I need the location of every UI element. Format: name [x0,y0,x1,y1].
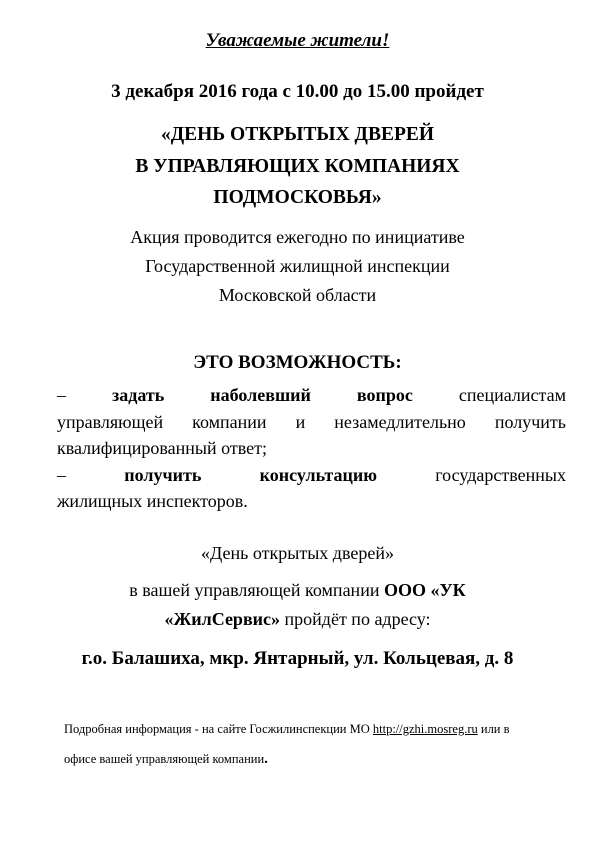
event-title-line-1: «ДЕНЬ ОТКРЫТЫХ ДВЕРЕЙ [160,124,435,145]
bullet-2-line-1 [57,465,566,486]
event-address: г.о. Балашиха, мкр. Янтарный, ул. Кольцевая, д. 8 [81,648,514,669]
footer-line-2-end: . [264,751,268,767]
greeting-heading: Уважаемые жители! [205,30,390,51]
bullet-1-line-1 [57,385,566,406]
footer-line-2 [64,751,268,768]
opportunity-title: ЭТО ВОЗМОЖНОСТЬ: [193,352,402,373]
company-suffix: пройдёт по адресу: [280,609,431,629]
intro-line-3: Московской области [218,285,377,305]
company-line-2 [0,609,595,630]
bullet-2-dash: – [57,465,66,485]
event-title-line-3: ПОДМОСКОВЬЯ» [213,187,382,208]
bullet-1-line-2: управляющей компании и незамедлительно получить [57,412,566,432]
bullet-2-bold-word-2: консультацию [259,465,377,485]
intro-line-1: Акция проводится ежегодно по инициативе [130,227,465,247]
bullet-2-line-2: жилищных инспекторов. [57,491,248,511]
bullet-2-rest: государственных [435,465,566,485]
event-title-line-2: В УПРАВЛЯЮЩИХ КОМПАНИЯХ [135,156,460,177]
event-date-line: 3 декабря 2016 года с 10.00 до 15.00 пройдет [111,81,484,102]
bullet-2-bold-word-1: получить [124,465,202,485]
company-name-part-2: «ЖилСервис» [164,609,281,629]
open-door-quote: «День открытых дверей» [201,543,394,563]
company-line-1 [0,580,595,601]
company-prefix: в вашей управляющей компании [129,580,384,600]
bullet-1-bold-word-2: наболевший [210,385,311,405]
footer-text-before: Подробная информация - на сайте Госжилинспекции МО [64,722,373,736]
company-name-part-1: ООО «УК [383,580,466,600]
footer-line-1 [64,722,510,737]
intro-line-2: Государственной жилищной инспекции [145,256,450,276]
footer-line-2-text: офисе вашей управляющей компании [64,752,265,766]
bullet-1-dash: – [57,385,66,405]
bullet-1-rest: специалистам [458,385,566,405]
gzhi-website-link[interactable]: http://gzhi.mosreg.ru [372,722,478,736]
footer-text-after: или в [477,722,510,736]
bullet-1-line-3: квалифицированный ответ; [57,438,267,458]
bullet-1-bold-word-3: вопрос [356,385,413,405]
bullet-1-bold-word-1: задать [112,385,165,405]
